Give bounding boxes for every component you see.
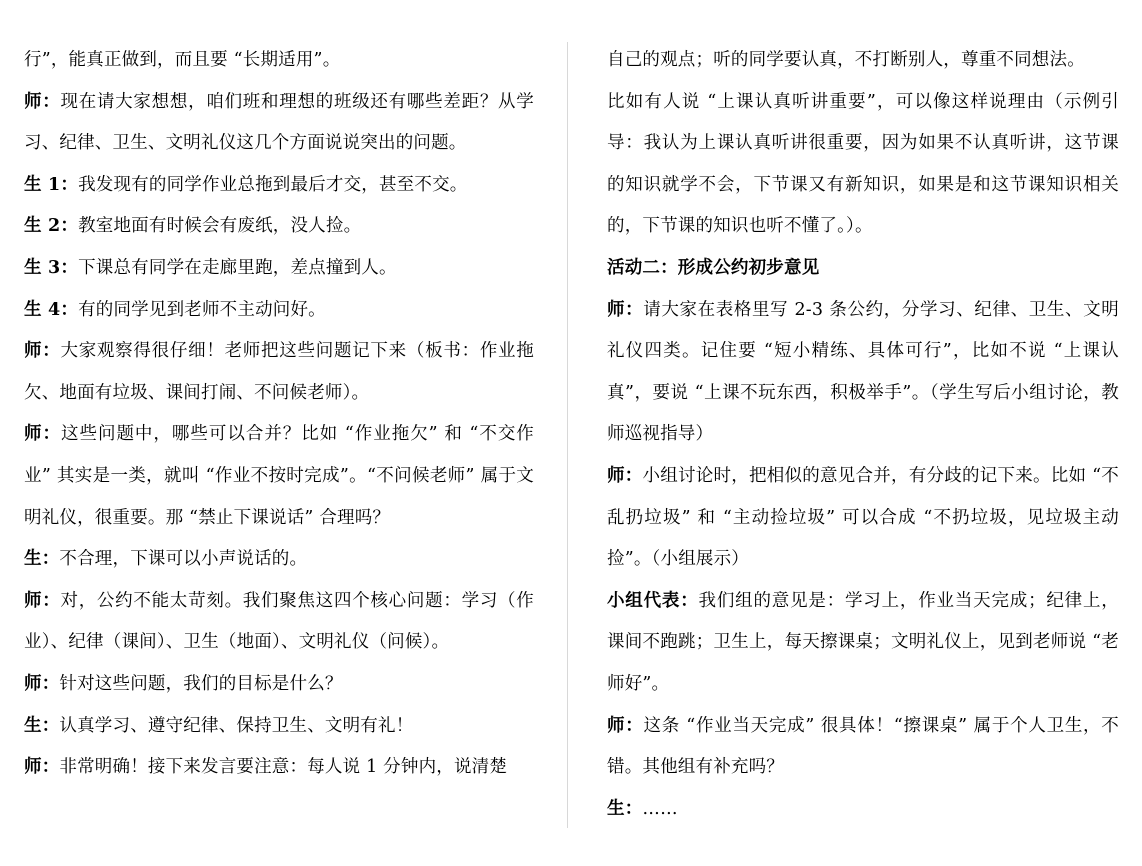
dialogue-paragraph: [607, 290, 1119, 456]
paragraph-text: ……: [642, 798, 678, 819]
speaker-label: 生 2：: [24, 216, 79, 237]
dialogue-paragraph: [24, 82, 534, 165]
speaker-label: 师：: [24, 341, 61, 362]
dialogue-paragraph: [24, 747, 534, 789]
dialogue-paragraph: [607, 706, 1119, 789]
paragraph-text: 下课总有同学在走廊里跑，差点撞到人。: [78, 257, 397, 278]
column-divider: [567, 42, 568, 828]
speaker-label: 生：: [24, 715, 60, 736]
paragraph-text: 针对这些问题，我们的目标是什么？: [59, 673, 343, 694]
dialogue-paragraph: [24, 290, 534, 332]
paragraph-text: 非常明确！接下来发言要注意：每人说 1 分钟内，说清楚: [59, 757, 508, 778]
speaker-label: 生 3：: [24, 257, 79, 278]
paragraph-text: 现在请大家想想，咱们班和理想的班级还有哪些差距？从学习、纪律、卫生、文明礼仪这几个方面说说突出的问题。: [24, 91, 534, 154]
paragraph-text: 认真学习、遵守纪律、保持卫生、文明有礼！: [59, 715, 414, 736]
dialogue-paragraph: [607, 581, 1119, 706]
speaker-label: 师：: [24, 673, 60, 694]
speaker-label: 师：: [24, 424, 61, 445]
dialogue-paragraph: [607, 456, 1119, 581]
speaker-label: 生：: [607, 798, 643, 819]
left-column: [24, 40, 534, 789]
speaker-label: 生 4：: [24, 299, 79, 320]
paragraph-text: 行”，能真正做到，而且要 “长期适用”。: [24, 50, 341, 70]
right-column: [607, 40, 1119, 830]
paragraph-text: 这条 “作业当天完成” 很具体！“擦课桌” 属于个人卫生，不错。其他组有补充吗？: [607, 715, 1119, 778]
speaker-label: 师：: [607, 715, 644, 736]
dialogue-paragraph: [607, 789, 1119, 831]
paragraph-text: 教室地面有时候会有废纸，没人捡。: [78, 216, 362, 237]
dialogue-paragraph: [24, 414, 534, 539]
speaker-label: 生 1：: [24, 174, 79, 195]
dialogue-paragraph: [607, 40, 1119, 82]
dialogue-paragraph: [24, 539, 534, 581]
speaker-label: 师：: [607, 465, 643, 486]
paragraph-text: 我们组的意见是：学习上，作业当天完成；纪律上，课间不跑跳；卫生上，每天擦课桌；文明礼仪上，见到老师说 “老师好”。: [607, 590, 1120, 694]
section-heading: [607, 248, 1119, 290]
speaker-label: 师：: [607, 299, 644, 320]
dialogue-paragraph: [24, 706, 534, 748]
dialogue-paragraph: [24, 248, 534, 290]
paragraph-text: 小组讨论时，把相似的意见合并，有分歧的记下来。比如 “不乱扔垃圾” 和 “主动捡垃圾” 可以合成 “不扔垃圾，见垃圾主动捡”。（小组展示）: [607, 465, 1120, 570]
dialogue-paragraph: [24, 40, 534, 82]
paragraph-text: 请大家在表格里写 2-3 条公约，分学习、纪律、卫生、文明礼仪四类。记住要 “短小精练、具体可行”，比如不说 “上课认真”，要说 “上课不玩东西，积极举手”。（学生写后小组讨论，教师巡视指导）: [607, 299, 1120, 445]
paragraph-text: 我发现有的同学作业总拖到最后才交，甚至不交。: [78, 174, 468, 195]
dialogue-paragraph: [24, 206, 534, 248]
paragraph-text: 对，公约不能太苛刻。我们聚焦这四个核心问题：学习（作业）、纪律（课间）、卫生（地面）、文明礼仪（问候）。: [24, 590, 534, 653]
paragraph-text: 这些问题中，哪些可以合并？比如 “作业拖欠” 和 “不交作业” 其实是一类，就叫 “作业不按时完成”。“不问候老师” 属于文明礼仪，很重要。那 “禁止下课说话” 合理吗？: [24, 424, 535, 528]
paragraph-text: 不合理，下课可以小声说话的。: [59, 549, 308, 570]
paragraph-text: 大家观察得很仔细！老师把这些问题记下来（板书：作业拖欠、地面有垃圾、课间打闹、不问候老师）。: [24, 341, 534, 403]
paragraph-text: 自己的观点；听的同学要认真，不打断别人，尊重不同想法。: [607, 50, 1085, 70]
dialogue-paragraph: [607, 82, 1119, 248]
dialogue-paragraph: [24, 581, 534, 664]
dialogue-paragraph: [24, 165, 534, 207]
paragraph-text: 有的同学见到老师不主动问好。: [78, 299, 326, 320]
paragraph-text: 比如有人说 “上课认真听讲重要”，可以像这样说理由（示例引导：我认为上课认真听讲很重要，因为如果不认真听讲，这节课的知识就学不会，下节课又有新知识，如果是和这节课知识相关的，下节课的知识也听不懂了。）。: [607, 91, 1119, 237]
speaker-label: 师：: [24, 590, 61, 611]
dialogue-paragraph: [24, 331, 534, 414]
heading-text: 活动二：形成公约初步意见: [607, 257, 820, 278]
speaker-label: 生：: [24, 549, 60, 570]
dialogue-paragraph: [24, 664, 534, 706]
speaker-label: 师：: [24, 757, 60, 778]
speaker-label: 小组代表：: [607, 590, 699, 611]
speaker-label: 师：: [24, 91, 61, 112]
